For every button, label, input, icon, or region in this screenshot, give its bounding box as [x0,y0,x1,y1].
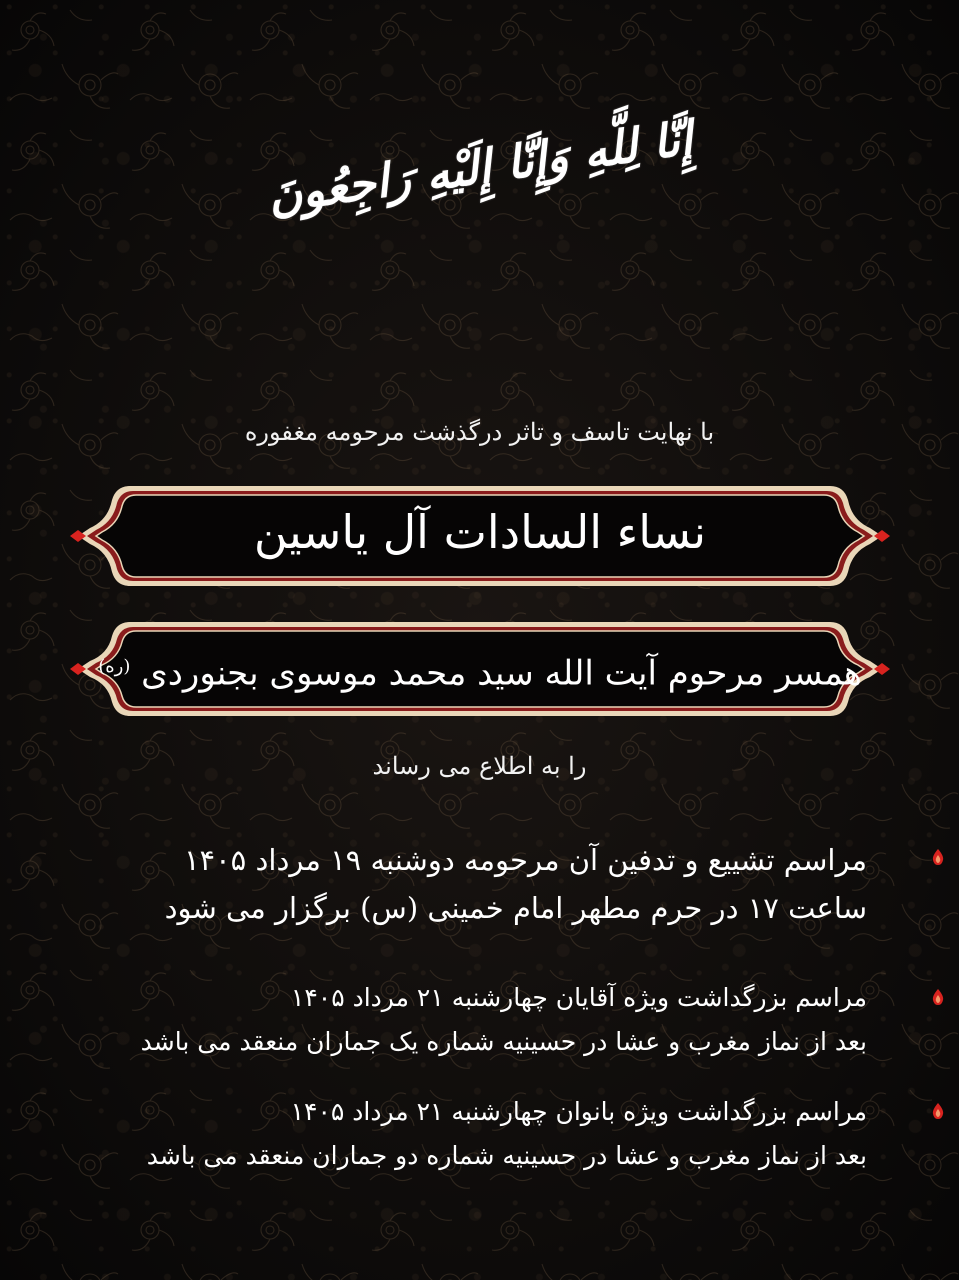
spouse-text: همسر مرحوم آیت الله سید محمد موسوی بجنوردی [141,653,862,694]
event-funeral [117,836,907,932]
event-line: مراسم بزرگداشت ویژه آقایان چهارشنبه ۲۱ مرداد ۱۴۰۵ [290,983,867,1012]
calligraphy-header [260,92,700,242]
flame-drop-icon [929,1102,947,1120]
calligraphy-text: إِنَّا لِلَّهِ وَإِنَّا إِلَيْهِ رَاجِعُونَ [264,110,696,224]
event-line: بعد از نماز مغرب و عشا در حسینیه شماره یک جماران منعقد می باشد [140,1027,867,1056]
event-line: ساعت ۱۷ در حرم مطهر امام خمینی (س) برگزار می شود [164,891,867,925]
honorific-suffix: (ره) [98,656,131,677]
flame-drop-icon [929,988,947,1006]
spouse-line [70,642,890,698]
event-line: بعد از نماز مغرب و عشا در حسینیه شماره دو جماران منعقد می باشد [146,1141,867,1170]
spouse-banner [70,616,890,722]
name-banner [70,480,890,592]
event-line: مراسم تشییع و تدفین آن مرحومه دوشنبه ۱۹ مرداد ۱۴۰۵ [183,843,867,877]
flame-drop-icon [929,848,947,866]
event-women-memorial [117,1090,907,1178]
event-men-memorial [117,976,907,1064]
deceased-name: نساء السادات آل یاسین [253,505,707,559]
intro-text: با نهایت تاسف و تاثر درگذشت مرحومه مغفوره [244,418,715,446]
event-line: مراسم بزرگداشت ویژه بانوان چهارشنبه ۲۱ مرداد ۱۴۰۵ [290,1097,867,1126]
announce-text: را به اطلاع می رساند [372,752,587,780]
